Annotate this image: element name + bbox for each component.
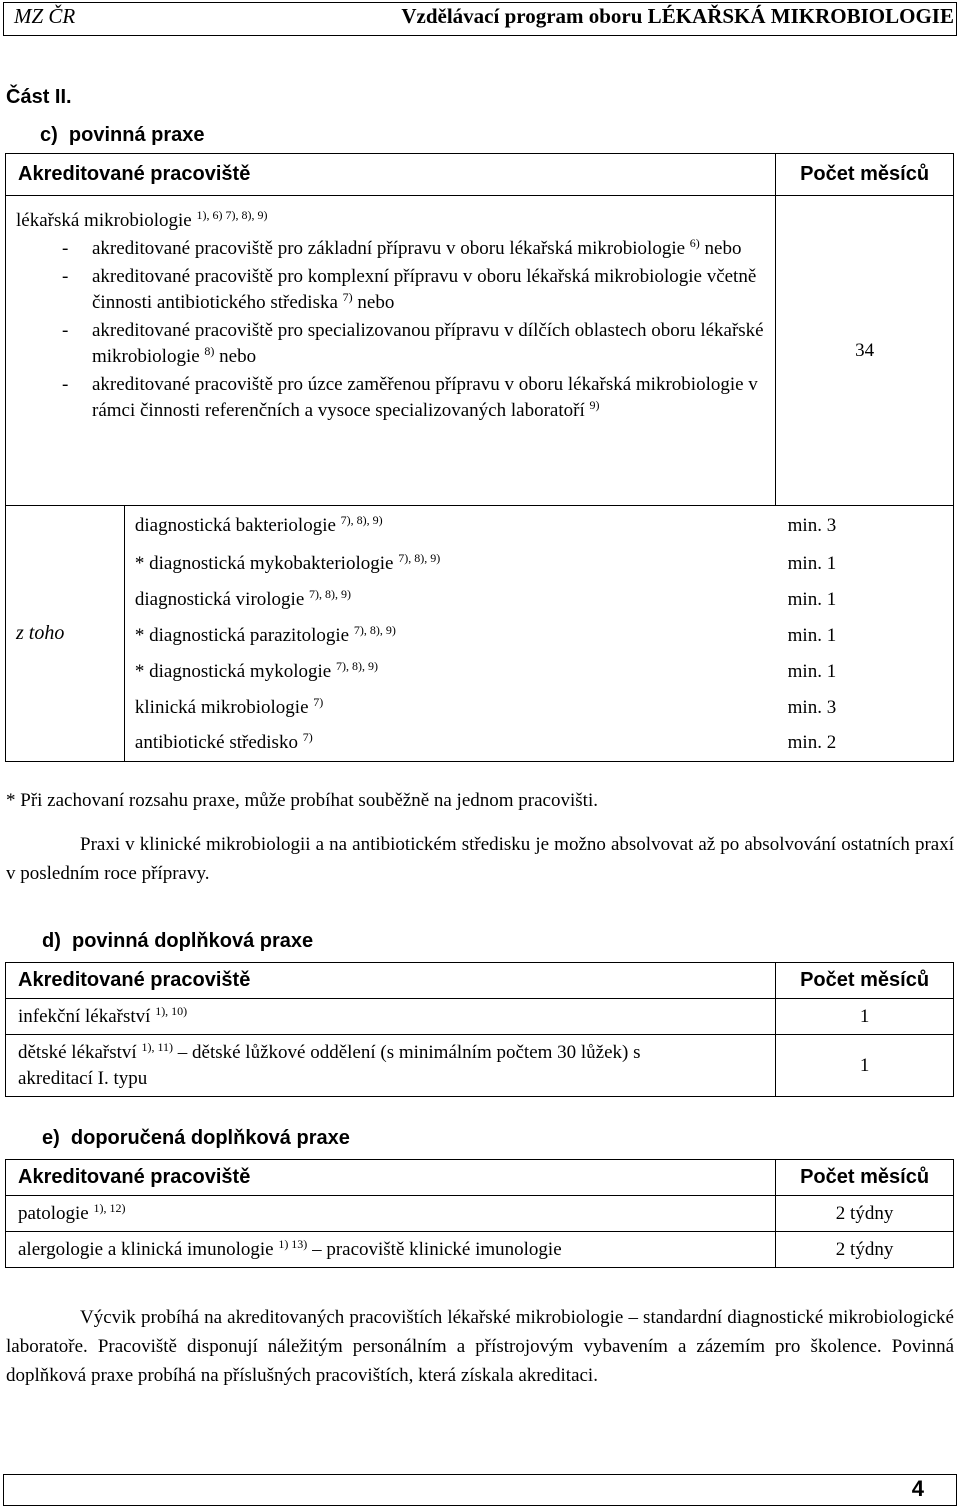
table-row: patologie $^{1), 12)}$ <box>6 1196 776 1232</box>
paragraph-training: Výcvik probíhá na akreditovaných pracovištích lékařské mikrobiologie – standardní diagnostické mikrobiologické laboratoře. Pracoviště disponují náležitým personálním a přístrojovým vybavením a zázemím pro školence. Povinná doplňková praxe probíhá na příslušných pracovištích, která získala akreditaci. <box>6 1307 954 1386</box>
col-header-workplace: Akreditované pracoviště <box>6 963 776 999</box>
item-months: min. 1 <box>776 546 954 582</box>
table-mandatory-supplementary <box>5 962 954 1097</box>
section-d-title: d) povinná doplňková praxe <box>42 930 314 952</box>
table-row: * diagnostická mykobakteriologie $^{7), 8), 9)}$ <box>124 546 775 582</box>
table-row: * diagnostická parazitologie $^{7), 8), 9)}$ <box>124 618 775 654</box>
table-row: infekční lékařství $^{1), 10)}$ <box>6 999 776 1035</box>
item-months: min. 3 <box>776 506 954 546</box>
main-label-footnote: 1), 6) 7), 8), 9) <box>196 208 268 222</box>
col-header-workplace: Akreditované pracoviště <box>6 154 776 196</box>
item-months: min. 2 <box>776 726 954 762</box>
main-workplace-cell <box>6 196 776 506</box>
table-row: dětské lékařství $^{1), 11)}$ – dětské lůžkové oddělení (s minimálním počtem 30 lůžek) s akreditací I. typu <box>6 1035 776 1097</box>
table-row: * diagnostická mykologie $^{7), 8), 9)}$ <box>124 654 775 690</box>
list-item: - akreditované pracoviště pro komplexní přípravu v oboru lékařská mikrobiologie včetně činnosti antibiotického střediska $^{7)}$ nebo <box>62 266 757 313</box>
table-mandatory-practice <box>5 153 954 762</box>
table-row: klinická mikrobiologie $^{7)}$ <box>124 690 775 726</box>
col-header-months: Počet měsíců <box>776 1160 954 1196</box>
table-row: antibiotické středisko $^{7)}$ <box>124 726 775 762</box>
part-title: Část II. <box>6 86 72 108</box>
section-c-title: c) povinná praxe <box>40 124 205 146</box>
col-header-months: Počet měsíců <box>776 154 954 196</box>
item-months: min. 3 <box>776 690 954 726</box>
row-months: 1 <box>776 999 954 1035</box>
page-footer <box>3 1474 957 1506</box>
table-row: alergologie a klinická imunologie $^{1) 13)}$ – pracoviště klinické imunologie <box>6 1232 776 1268</box>
table-row: diagnostická virologie $^{7), 8), 9)}$ <box>124 582 775 618</box>
section-e-title: e) doporučená doplňková praxe <box>42 1127 350 1149</box>
list-item: - akreditované pracoviště pro základní přípravu v oboru lékařská mikrobiologie $^{6)}$ nebo <box>62 236 742 259</box>
table-recommended-supplementary <box>5 1159 954 1268</box>
row-duration: 2 týdny <box>776 1232 954 1268</box>
item-months: min. 1 <box>776 582 954 618</box>
page-number: 4 <box>911 1476 924 1501</box>
list-item: - akreditované pracoviště pro úzce zaměřenou přípravu v oboru lékařská mikrobiologie v rámci činnosti referenčních a vysoce specializovaných laboratoří $^{9)}$ <box>62 374 758 421</box>
item-months: min. 1 <box>776 654 954 690</box>
of-which-label: z toho <box>6 506 125 762</box>
header-program-title: Vzdělávací program oboru LÉKAŘSKÁ MIKROBIOLOGIE <box>401 4 954 28</box>
item-months: min. 1 <box>776 618 954 654</box>
total-months: 34 <box>776 196 954 506</box>
paragraph-clinical-practice: Praxi v klinické mikrobiologii a na antibiotickém středisku je možno absolvovat až po absolvování ostatních praxí v posledním roce přípravy. <box>6 834 954 884</box>
row-duration: 2 týdny <box>776 1196 954 1232</box>
list-item: - akreditované pracoviště pro specializovanou přípravu v dílčích oblastech oboru lékařské mikrobiologie $^{8)}$ nebo <box>62 320 764 367</box>
header-ministry: MZ ČR <box>14 4 76 28</box>
col-header-months: Počet měsíců <box>776 963 954 999</box>
footnote-note: * Při zachovaní rozsahu praxe, může probíhat souběžně na jednom pracovišti. <box>6 790 598 811</box>
main-label: lékařská mikrobiologie <box>16 210 192 231</box>
workplace-bullet-list <box>16 236 765 424</box>
table-row: diagnostická bakteriologie $^{7), 8), 9)}$ <box>124 506 775 546</box>
col-header-workplace: Akreditované pracoviště <box>6 1160 776 1196</box>
row-months: 1 <box>776 1035 954 1097</box>
